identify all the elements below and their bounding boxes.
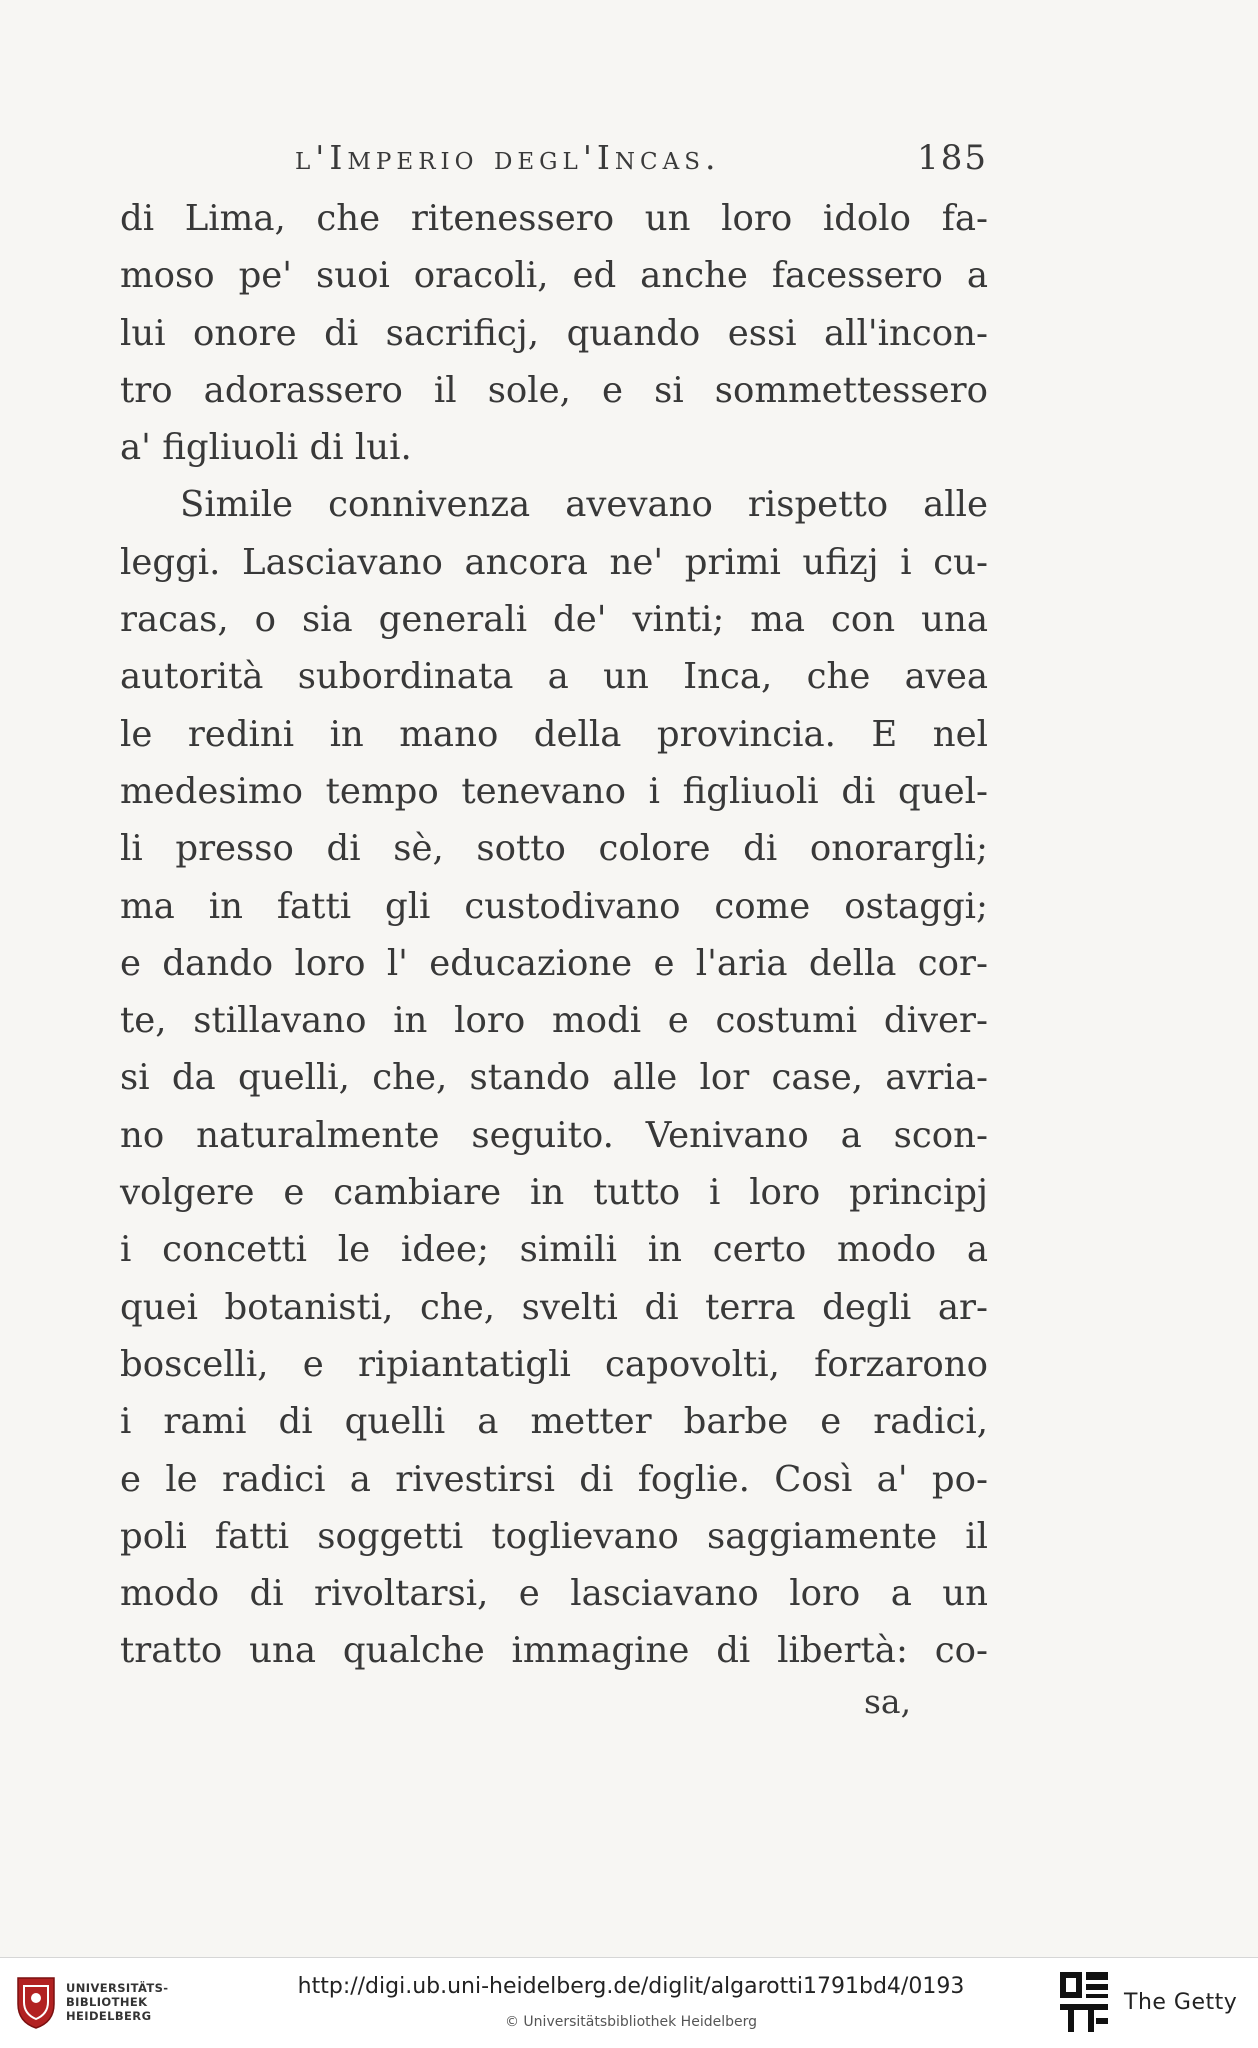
library-name <box>66 1981 168 2023</box>
page-number: 185 <box>917 138 988 178</box>
text-line: racas, o sia generali de' vinti; ma con una <box>120 599 988 641</box>
text-line: poli fatti soggetti toglievano saggiamente il <box>120 1515 988 1557</box>
text-line: e dando loro l' educazione e l'aria della cor- <box>120 942 988 984</box>
text-line: boscelli, e ripiantatigli capovolti, forzarono <box>120 1343 988 1385</box>
catchword: sa, <box>864 1682 912 1721</box>
text-line: si da quelli, che, stando alle lor case, avria- <box>120 1057 988 1099</box>
text-line: moso pe' suoi oracoli, ed anche facessero a <box>120 255 988 297</box>
text-line: modo di rivoltarsi, e lasciavano loro a un <box>120 1573 988 1615</box>
copyright-notice: © Universitätsbibliothek Heidelberg <box>504 2014 757 2030</box>
text-line: tratto una qualche immagine di libertà: co- <box>120 1630 988 1672</box>
text-line: medesimo tempo tenevano i figliuoli di quel- <box>120 770 988 812</box>
page-header <box>120 138 988 188</box>
text-line: e le radici a rivestirsi di foglie. Così a' po- <box>120 1458 988 1500</box>
library-logo[interactable] <box>14 1974 168 2030</box>
getty-logo-icon <box>1058 1970 1110 2034</box>
text-line: le redini in mano della provincia. E nel <box>120 713 988 755</box>
seal-icon <box>14 1974 58 2030</box>
text-line: lui onore di sacrificj, quando essi all'incon- <box>120 312 988 354</box>
body-text <box>120 190 988 1680</box>
text-line: leggi. Lasciavano ancora ne' primi ufizj i cu- <box>120 541 988 583</box>
text-line: i rami di quelli a metter barbe e radici, <box>120 1401 988 1443</box>
text-line: te, stillavano in loro modi e costumi diver- <box>120 1000 988 1042</box>
viewer-footer <box>0 1957 1258 2048</box>
permalink-url[interactable]: http://digi.ub.uni-heidelberg.de/diglit/algarotti1791bd4/0193 <box>297 1974 965 1999</box>
library-name-line: UNIVERSITÄTS- <box>66 1981 169 1995</box>
text-line: li presso di sè, sotto colore di onorargli; <box>120 828 988 870</box>
sponsor-name: The Getty <box>1124 1989 1238 2015</box>
text-line: volgere e cambiare in tutto i loro principj <box>120 1172 988 1214</box>
getty-logo[interactable] <box>1058 1970 1237 2034</box>
text-line: autorità subordinata a un Inca, che avea <box>120 656 988 698</box>
library-name-line: HEIDELBERG <box>66 2009 152 2023</box>
text-line: i concetti le idee; simili in certo modo a <box>120 1229 988 1271</box>
text-line: Simile connivenza avevano rispetto alle <box>180 484 988 526</box>
text-line: ma in fatti gli custodivano come ostaggi; <box>120 885 988 927</box>
text-line: quei botanisti, che, svelti di terra degli ar- <box>120 1286 988 1328</box>
text-line: a' figliuoli di lui. <box>120 427 412 469</box>
text-line: tro adorassero il sole, e si sommettessero <box>120 369 988 411</box>
library-name-line: BIBLIOTHEK <box>66 1995 148 2009</box>
running-title: l'Imperio degl'Incas. <box>295 138 721 177</box>
text-line: no naturalmente seguito. Venivano a scon- <box>120 1114 988 1156</box>
text-line: di Lima, che ritenessero un loro idolo fa- <box>120 198 988 239</box>
